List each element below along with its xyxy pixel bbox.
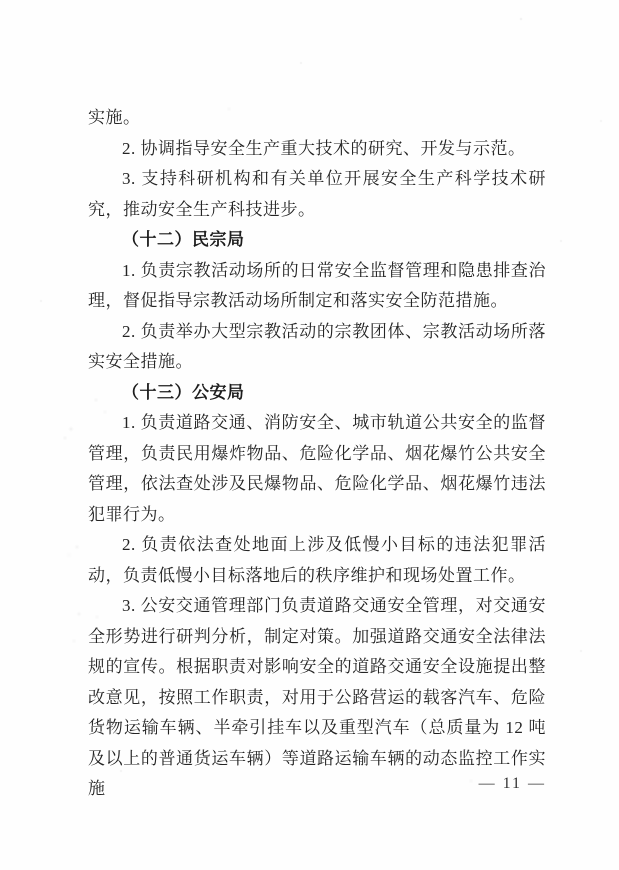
section-heading-minzongju: （十二）民宗局 — [122, 230, 245, 249]
paragraph-gongan-item-3: 3. 公安交通管理部门负责道路交通安全管理，对交通安全形势进行研判分析，制定对策。加强道路交通安全法律法规的宣传。根据职责对影响安全的道路交通安全设施提出整改意见，按照工作职责，对用于公路营运的载客汽车、危险货物运输车辆、半牵引挂车以及重型汽车（总质量为 12 吨及以上的普通货运车辆）等道路运输车辆的动态监控工作实施 — [88, 596, 546, 798]
paragraph-minzong-item-1: 1. 负责宗教活动场所的日常安全监督管理和隐患排查治理，督促指导宗教活动场所制定和落实安全防范措施。 — [88, 260, 546, 310]
document-body — [88, 103, 546, 805]
paragraph-gongan-item-1: 1. 负责道路交通、消防安全、城市轨道公共安全的监督管理，负责民用爆炸物品、危险化学品、烟花爆竹公共安全管理，依法查处涉及民爆物品、危险化学品、烟花爆竹违法犯罪行为。 — [88, 413, 546, 524]
paragraph-item-2: 2. 协调指导安全生产重大技术的研究、开发与示范。 — [122, 138, 526, 158]
paragraph-continuation: 实施。 — [88, 108, 141, 127]
paragraph-item-3: 3. 支持科研机构和有关单位开展安全生产科学技术研究，推动安全生产科技进步。 — [88, 169, 546, 219]
scan-noise-specks — [0, 0, 2, 2]
page-number: — 11 — — [478, 775, 546, 792]
section-heading-gonganju: （十三）公安局 — [122, 382, 245, 402]
paragraph-minzong-item-2: 2. 负责举办大型宗教活动的宗教团体、宗教活动场所落实安全措施。 — [88, 321, 546, 371]
paragraph-gongan-item-2: 2. 负责依法查处地面上涉及低慢小目标的违法犯罪活动，负责低慢小目标落地后的秩序维护和现场处置工作。 — [88, 535, 546, 585]
